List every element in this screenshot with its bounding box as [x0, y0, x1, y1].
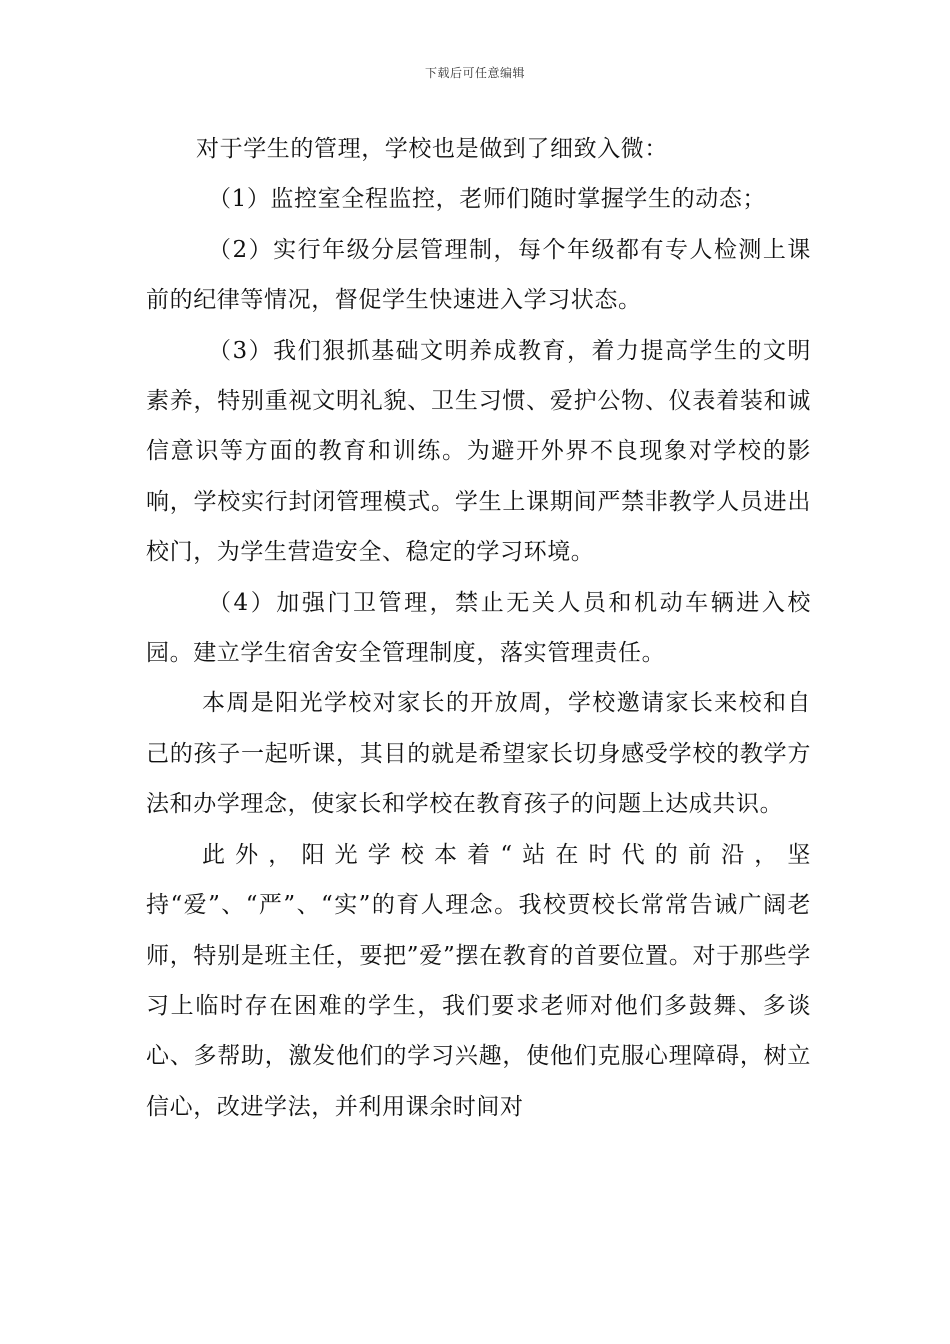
paragraph-item-3: （3）我们狠抓基础文明养成教育，着力提高学生的文明素养，特别重视文明礼貌、卫生习惯、爱护公物、仪表着装和诚信意识等方面的教育和训练。为避开外界不良现象对学校的影响，学校实行封闭管理模式。学生上课期间严禁非教学人员进出校门，为学生营造安全、稳定的学习环境。 [146, 337, 811, 566]
paragraph-item-2: （2）实行年级分层管理制，每个年级都有专人检测上课前的纪律等情况，督促学生快速进入学习状态。 [146, 236, 811, 314]
paragraph-item-1: （1）监控室全程监控，老师们随时掌握学生的动态； [208, 186, 767, 213]
document-body [146, 124, 811, 1132]
paragraph-open-week: 本周是阳光学校对家长的开放周，学校邀请家长来校和自己的孩子一起听课，其目的就是希望家长切身感受学校的教学方法和办学理念，使家长和学校在教育孩子的问题上达成共识。 [146, 690, 811, 818]
paragraph-item-4: （4）加强门卫管理，禁止无关人员和机动车辆进入校园。建立学生宿舍安全管理制度，落实管理责任。 [146, 589, 811, 667]
paragraph-philosophy: 此外，阳光学校本着“站在时代的前沿，坚持“爱”、“严”、“实”的育人理念。我校贾校长常常告诫广阔老师，特别是班主任，要把”爱”摆在教育的首要位置。对于那些学习上临时存在困难的学生，我们要求老师对他们多鼓舞、多谈心、多帮助，激发他们的学习兴趣，使他们克服心理障碍，树立信心，改进学法，并利用课余时间对 [146, 841, 811, 1120]
paragraph-intro: 对于学生的管理，学校也是做到了细致入微： [196, 136, 668, 162]
page-header: 下载后可任意编辑 [424, 66, 525, 80]
